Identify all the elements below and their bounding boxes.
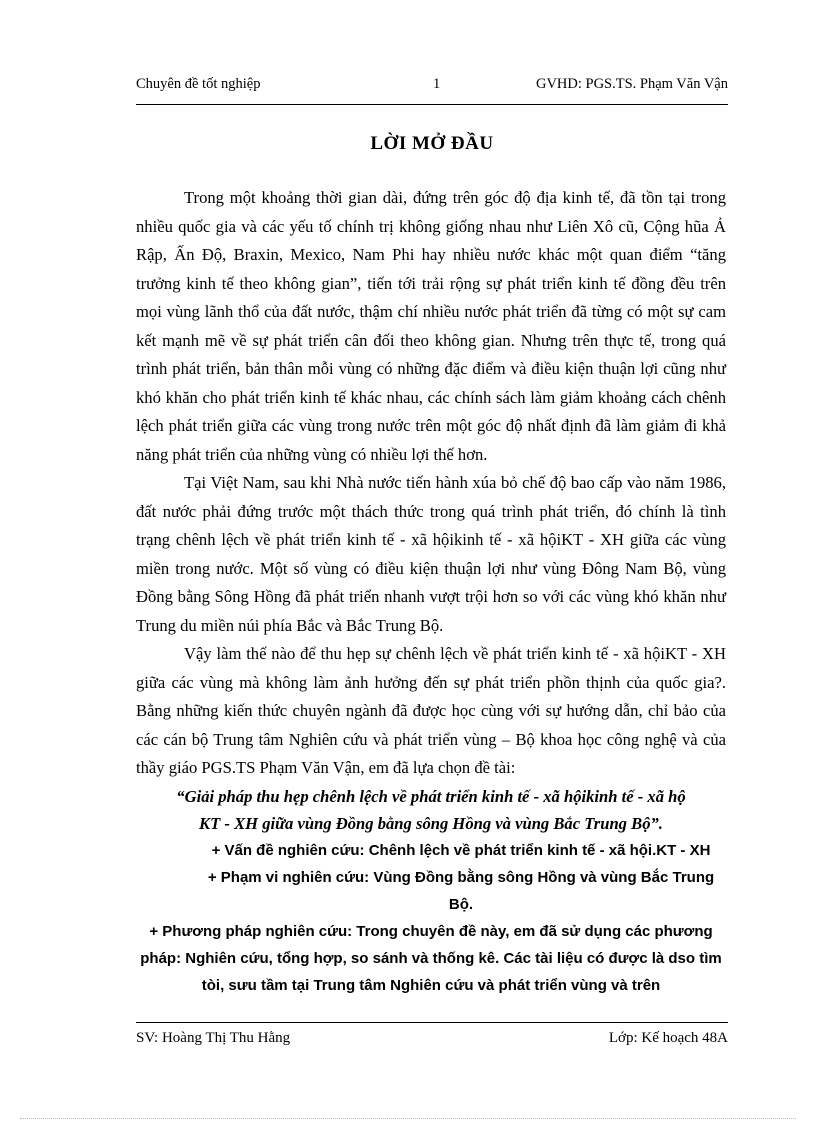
footer-class: Lớp: Kế hoạch 48A bbox=[608, 1030, 728, 1046]
footer-student: SV: Hoàng Thị Thu Hằng bbox=[136, 1030, 291, 1046]
page-title: LỜI MỞ ĐẦU bbox=[370, 133, 494, 154]
header-divider bbox=[136, 104, 728, 105]
research-problem: + Vấn đề nghiên cứu: Chênh lệch về phát triển kinh tế - xã hội.KT - XH bbox=[211, 841, 711, 859]
paragraph-1: Trong một khoảng thời gian dài, đứng trên góc độ địa kinh tế, đã tồn tại trong nhiều quốc gia và các yếu tố chính trị không giống nhau như Liên Xô cũ, Cộng hũa Ả Rập, Ấn Độ, Braxin, Mexico, Nam Phi hay nhiều nước khác một quan điểm “tăng trưởng kinh tế theo không gian”, tiến tới trải rộng sự phát triển kinh tế đồng đều trên mọi vùng lãnh thổ của đất nước, thậm chí nhiều nước phát triển đã từng có một sự cam kết mạnh mẽ về sự phát triển cân đối theo không gian. Nhưng trên thực tế, trong quá trình phát triển, bản thân mỗi vùng có những đặc điểm và điều kiện thuận lợi cũng như khó khăn cho phát triển kinh tế khác nhau, các chính sách làm giảm khoảng cách chênh lệch phát triển giữa các vùng trong nước trên một góc độ nhất định đã làm giảm đi khả năng phát triển của những vùng có nhiều lợi thế hơn. bbox=[136, 188, 726, 464]
document-body bbox=[136, 184, 726, 999]
page-edge bbox=[20, 1118, 796, 1119]
paragraph-3: Vậy làm thế nào để thu hẹp sự chênh lệch về phát triển kinh tế - xã hộiKT - XH giữa các vùng mà không làm ảnh hưởng đến sự phát triển phồn thịnh của quốc gia?. Bằng những kiến thức chuyên ngành đã được học cùng với sự hướng dẫn, chỉ bảo của các cán bộ Trung tâm Nghiên cứu và phát triển vùng – Bộ khoa học công nghệ và của thầy giáo PGS.TS Phạm Văn Vận, em đã lựa chọn đề tài: bbox=[136, 644, 726, 777]
footer-divider bbox=[136, 1022, 728, 1023]
paragraph-2: Tại Việt Nam, sau khi Nhà nước tiến hành xúa bỏ chế độ bao cấp vào năm 1986, đất nước phải đứng trước một thách thức trong quá trình phát triển, đó chính là tình trạng chênh lệch về phát triển kinh tế - xã hộikinh tế - xã hộiKT - XH giữa các vùng miền trong nước. Một số vùng có điều kiện thuận lợi như vùng Đông Nam Bộ, vùng Đồng bằng Sông Hồng đã phát triển nhanh vượt trội hơn so với các vùng khó khăn như Trung du miền núi phía Bắc và Bắc Trung Bộ. bbox=[136, 473, 726, 635]
header-course-title: Chuyên đề tốt nghiệp bbox=[136, 76, 261, 92]
page-header bbox=[136, 76, 728, 98]
header-page-number: 1 bbox=[433, 76, 441, 92]
thesis-topic: “Giải pháp thu hẹp chênh lệch về phát triển kinh tế - xã hộikinh tế - xã hộ KT - XH giữa vùng Đồng bằng sông Hồng và vùng Bắc Trung Bộ”. bbox=[176, 786, 686, 833]
research-scope-block bbox=[136, 837, 726, 999]
header-supervisor: GVHD: PGS.TS. Phạm Văn Vận bbox=[535, 76, 728, 92]
research-scope: + Phạm vi nghiên cứu: Vùng Đồng bằng sông Hồng và vùng Bắc Trung Bộ. bbox=[207, 868, 715, 913]
research-method: + Phương pháp nghiên cứu: Trong chuyên đề này, em đã sử dụng các phương pháp: Nghiên cứu, tổng hợp, so sánh và thống kê. Các tài liệu có được là dso tìm tòi, sưu tầm tại Trung tâm Nghiên cứu và phát triển vùng và trên bbox=[140, 922, 722, 994]
